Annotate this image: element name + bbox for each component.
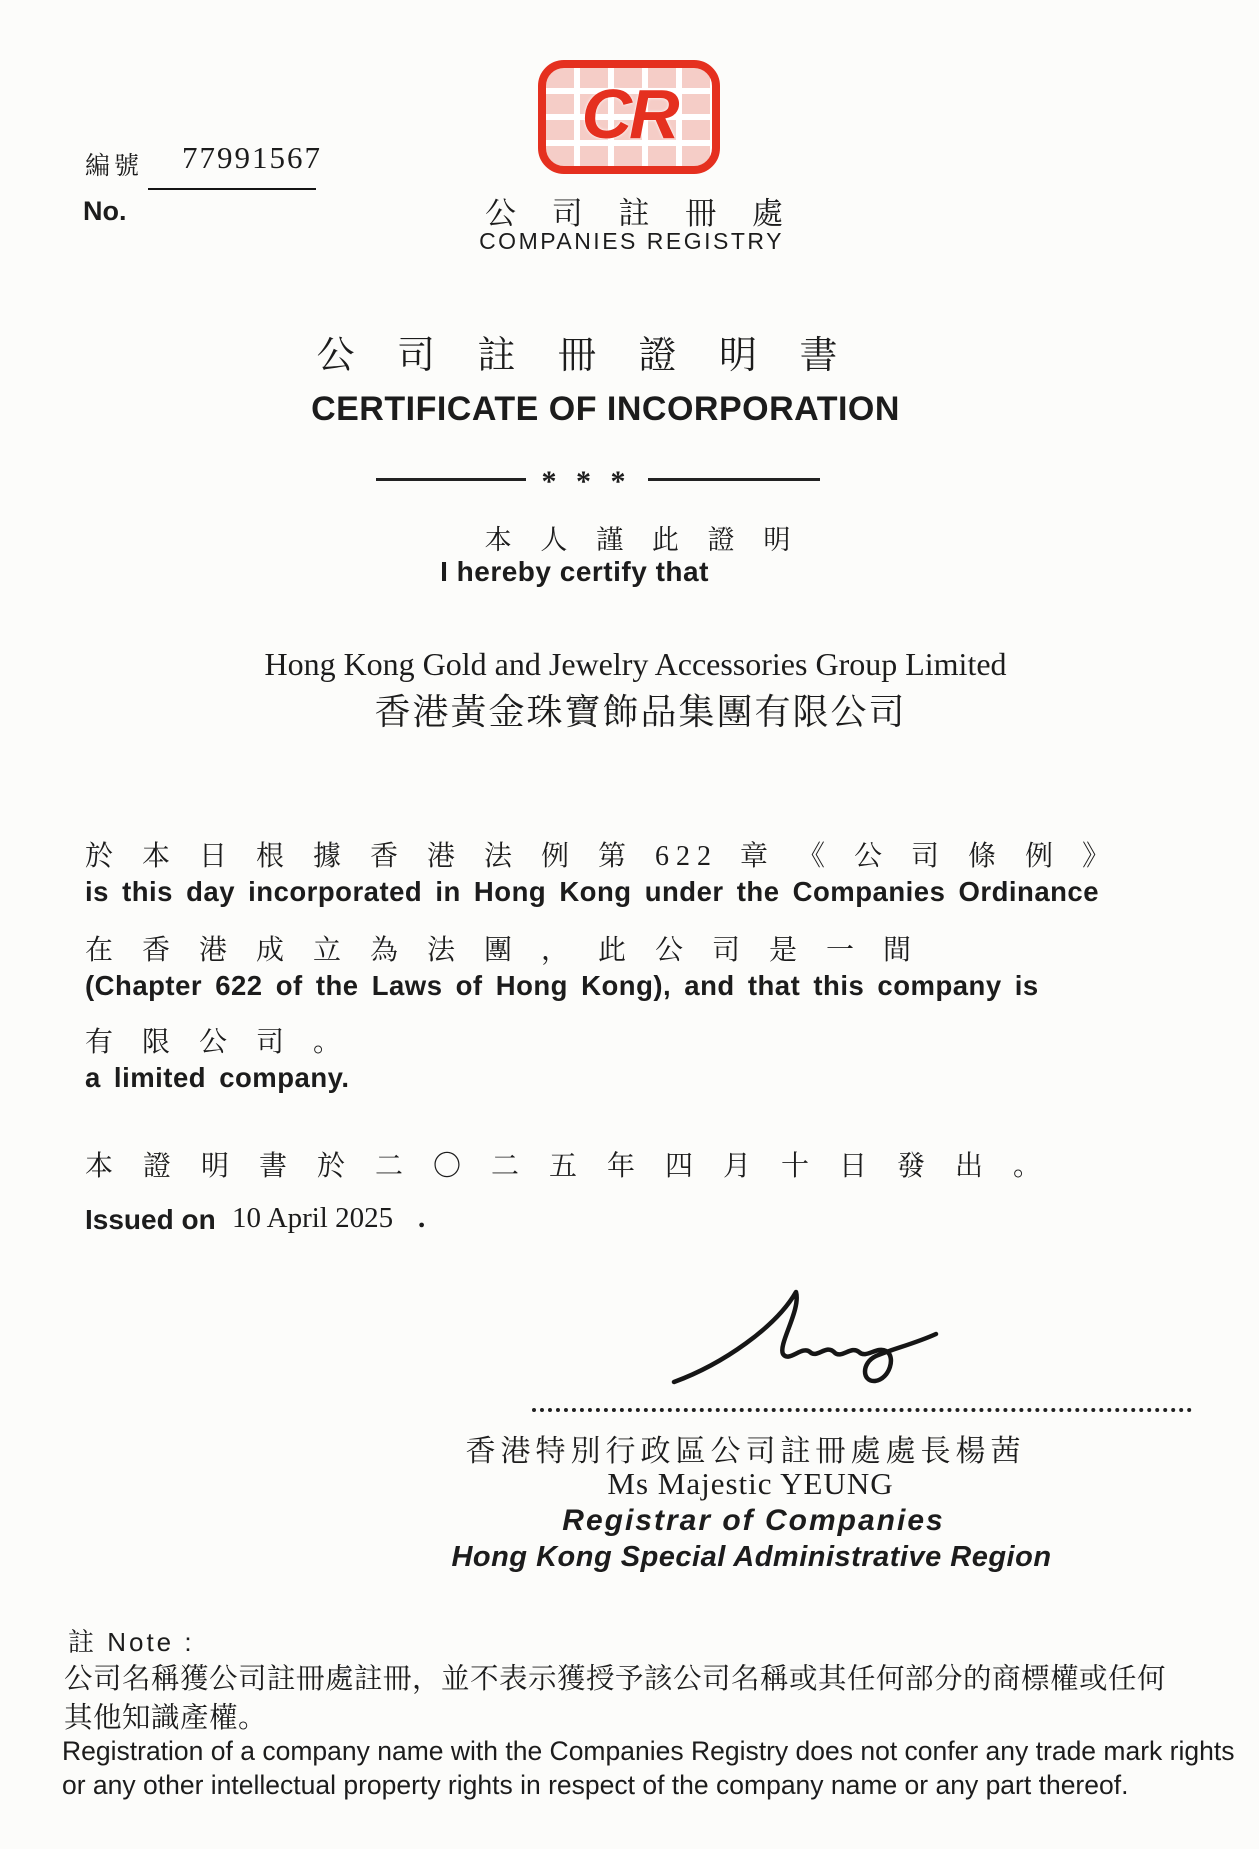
- note-label: 註 Note :: [68, 1627, 195, 1657]
- registry-name-en: COMPANIES REGISTRY: [479, 228, 784, 254]
- star-separator: [0, 462, 1227, 496]
- document-title-en: CERTIFICATE OF INCORPORATION: [311, 390, 900, 428]
- company-name-zh: 香港黃金珠寶飾品集團有限公司: [374, 692, 907, 732]
- certify-statement-en: I hereby certify that: [440, 556, 709, 587]
- registry-name-zh: 公 司 註 冊 處: [485, 196, 790, 231]
- document-title-zh: 公 司 註 冊 證 明 書: [316, 335, 847, 377]
- body-paragraph-3-en: a limited company.: [85, 1062, 350, 1093]
- issue-date-value: 10 April 2025: [232, 1202, 394, 1234]
- registrar-signature: [668, 1282, 968, 1397]
- registrar-title-zh: 香港特別行政區公司註冊處處長楊茜: [465, 1435, 1026, 1468]
- signature-dotted-line: [532, 1408, 1192, 1412]
- ref-number-label-zh: 編號: [85, 153, 144, 180]
- registrar-title-en: Registrar of Companies: [562, 1504, 945, 1537]
- separator-left-line: [376, 478, 526, 481]
- company-name-en: Hong Kong Gold and Jewelry Accessories Group Limited: [264, 646, 1007, 682]
- certify-statement-zh: 本 人 謹 此 證 明: [484, 525, 797, 555]
- ref-number-value: 77991567: [182, 140, 322, 175]
- issue-date-period: .: [418, 1202, 426, 1234]
- separator-right-line: [648, 478, 820, 481]
- issued-on-label: Issued on: [85, 1204, 216, 1235]
- note-en-line2: or any other intellectual property rights in respect of the company name or any part thereof.: [62, 1770, 1129, 1800]
- cr-logo-text: CR: [581, 75, 677, 153]
- body-paragraph-1-en: is this day incorporated in Hong Kong under the Companies Ordinance: [85, 876, 1100, 907]
- body-paragraph-2-zh: 在 香 港 成 立 為 法 團 ， 此 公 司 是 一 間: [85, 935, 919, 966]
- registrar-name: Ms Majestic YEUNG: [607, 1466, 894, 1501]
- note-en-line1: Registration of a company name with the Companies Registry does not confer any trade mark rights: [62, 1736, 1235, 1766]
- note-zh-line2: 其他知識產權。: [64, 1703, 268, 1734]
- registrar-region-en: Hong Kong Special Administrative Region: [451, 1541, 1052, 1573]
- issue-date-zh: 本 證 明 書 於 二 〇 二 五 年 四 月 十 日 發 出 。: [85, 1151, 1049, 1182]
- body-paragraph-1-zh: 於 本 日 根 據 香 港 法 例 第 622 章 《 公 司 條 例 》: [85, 841, 1118, 872]
- separator-stars: * * *: [541, 465, 632, 498]
- ref-number-label-en: No.: [83, 196, 127, 226]
- body-paragraph-2-en: (Chapter 622 of the Laws of Hong Kong), and that this company is: [85, 970, 1039, 1001]
- body-paragraph-3-zh: 有 限 公 司 。: [85, 1027, 349, 1058]
- note-zh-line1: 公司名稱獲公司註冊處註冊，並不表示獲授予該公司名稱或其任何部分的商標權或任何: [64, 1664, 1167, 1695]
- companies-registry-logo: [538, 60, 720, 174]
